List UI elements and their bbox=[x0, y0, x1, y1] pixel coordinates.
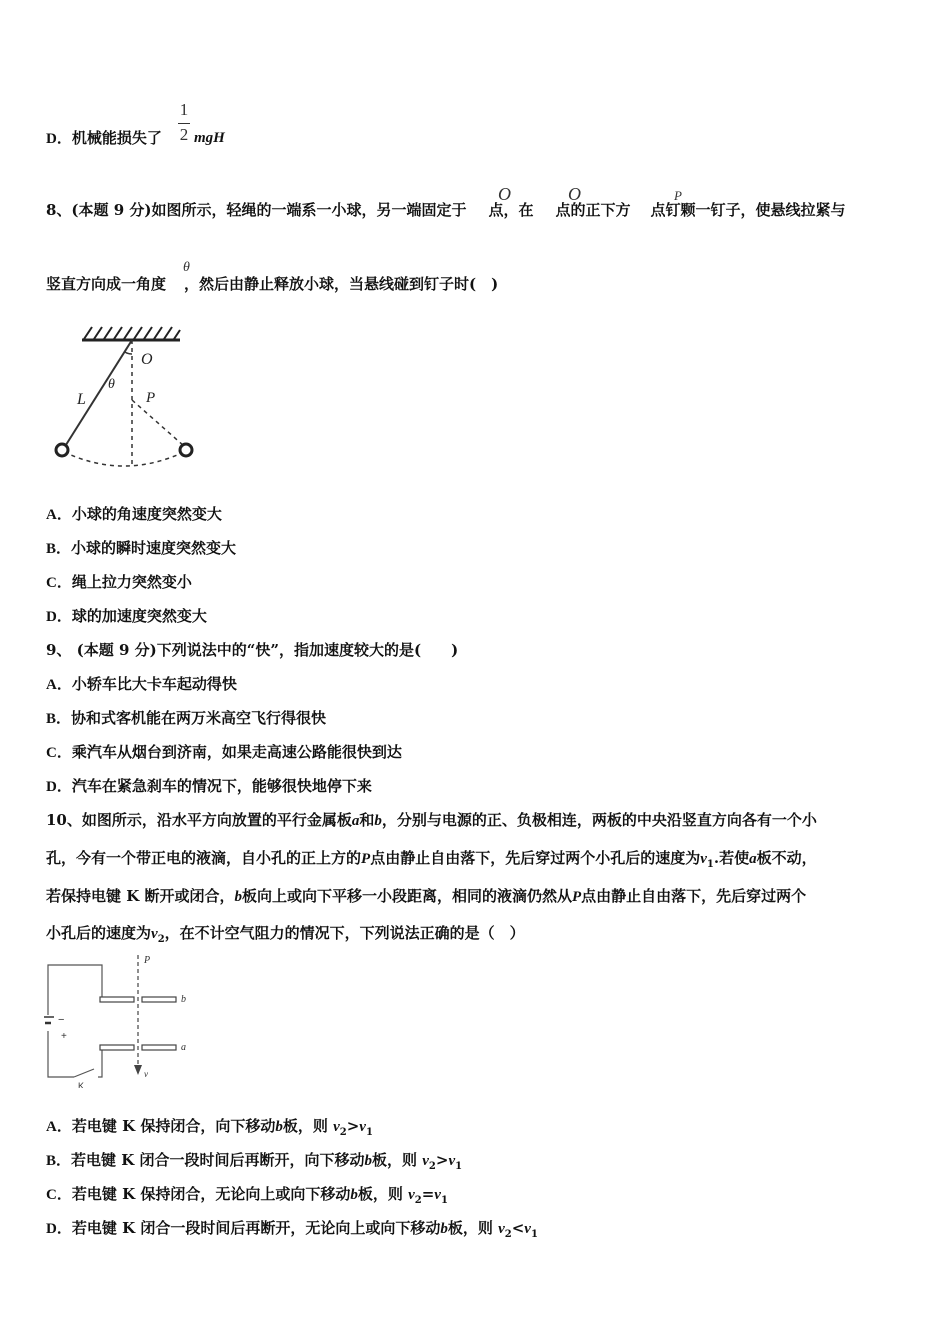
velocity-v: v bbox=[151, 926, 158, 942]
subscript: 2 bbox=[428, 1161, 436, 1172]
plate-b-left bbox=[100, 997, 134, 1002]
option-text: 机械能损失了 bbox=[71, 129, 162, 147]
option-text: 板，则 bbox=[447, 1219, 493, 1237]
q8-option-b bbox=[46, 538, 236, 559]
plate-b: b bbox=[374, 813, 382, 829]
velocity-v: v bbox=[434, 1187, 441, 1203]
q10-text: 点由静止自由落下，先后穿过两个 bbox=[581, 887, 807, 905]
option-text: 若电键 K 闭合一段时间后再断开，向下移动 bbox=[71, 1151, 365, 1169]
option-text: 小轿车比大卡车起动得快 bbox=[71, 675, 237, 693]
q10-option-b bbox=[46, 1150, 462, 1177]
q8-stem-line2 bbox=[46, 274, 498, 294]
relation: > bbox=[346, 1117, 360, 1135]
q8-text-f: ，然后由静止释放小球，当悬线碰到钉子时( ) bbox=[184, 275, 499, 293]
capacitor-figure bbox=[44, 953, 194, 1088]
velocity-v: v bbox=[700, 851, 707, 867]
subscript: 1 bbox=[455, 1161, 463, 1172]
option-key: C． bbox=[46, 575, 72, 591]
q10-stem-line4 bbox=[46, 923, 525, 950]
option-key: A． bbox=[46, 677, 72, 693]
option-text: 若电键 K 保持闭合，无论向上或向下移动 bbox=[71, 1185, 351, 1203]
ball-left bbox=[56, 444, 68, 456]
label-v: v bbox=[144, 1069, 148, 1079]
q10-text: .若使 bbox=[713, 849, 750, 867]
plate-a-right bbox=[142, 1045, 176, 1050]
q10-option-d bbox=[46, 1218, 538, 1245]
label-theta: θ bbox=[108, 377, 115, 392]
plate-b: b bbox=[275, 1119, 283, 1135]
q8-option-d bbox=[46, 606, 207, 627]
subscript: 2 bbox=[414, 1195, 422, 1206]
label-O: O bbox=[141, 351, 153, 368]
q8-text-c: 点的正下方 bbox=[555, 201, 631, 219]
label-minus: − bbox=[58, 1014, 65, 1026]
q10-text: ，在不计空气阻力的情况下，下列说法正确的是（ ） bbox=[164, 924, 525, 942]
q10-option-c bbox=[46, 1184, 448, 1211]
wire-top bbox=[48, 965, 132, 1015]
option-text: 小球的瞬时速度突然变大 bbox=[71, 539, 237, 557]
fraction-numerator: 1 bbox=[179, 100, 189, 119]
switch-lever bbox=[74, 1069, 94, 1077]
fraction-bar bbox=[178, 123, 190, 124]
subscript: 1 bbox=[530, 1229, 538, 1240]
q10-text: 若保持电键 K 断开或闭合， bbox=[46, 887, 235, 905]
option-key: A． bbox=[46, 1119, 72, 1135]
post-peg-dashed bbox=[132, 400, 184, 446]
ceiling-hatch bbox=[84, 327, 180, 339]
arrow-down bbox=[134, 1065, 142, 1075]
symbol-P: P bbox=[674, 188, 682, 203]
subscript: 1 bbox=[706, 859, 714, 870]
label-b: b bbox=[181, 994, 186, 1005]
velocity-v: v bbox=[359, 1119, 366, 1135]
swing-arc bbox=[64, 452, 184, 466]
plate-b-right bbox=[142, 997, 176, 1002]
plate-a: a bbox=[351, 813, 360, 829]
q9-stem: 9、 (本题 9 分)下列说法中的“快”，指加速度较大的是( ) bbox=[46, 641, 459, 659]
option-key: B． bbox=[46, 541, 72, 557]
q10-option-a bbox=[46, 1116, 373, 1143]
q8-text-d: 点钉颗一钉子，使悬线拉紧与 bbox=[650, 201, 846, 219]
velocity-v: v bbox=[408, 1187, 415, 1203]
label-K: K bbox=[78, 1081, 85, 1088]
pendulum-figure bbox=[44, 322, 214, 482]
plate-a-left bbox=[100, 1045, 134, 1050]
option-key: D． bbox=[46, 609, 72, 625]
subscript: 1 bbox=[365, 1127, 373, 1138]
q8-option-a bbox=[46, 504, 222, 525]
q10-text: 小孔后的速度为 bbox=[46, 924, 152, 942]
subscript: 1 bbox=[440, 1195, 448, 1206]
q10-text: 点由静止自由落下，先后穿过两个小孔后的速度为 bbox=[370, 849, 701, 867]
option-text: 协和式客机能在两万米高空飞行得很快 bbox=[71, 709, 327, 727]
q8-text-a: 8、(本题 9 分)如图所示，轻绳的一端系一小球，另一端固定于 bbox=[46, 201, 467, 219]
q10-stem-line1 bbox=[46, 810, 817, 831]
q8-text-e: 竖直方向成一角度 bbox=[46, 275, 167, 293]
relation: < bbox=[511, 1219, 525, 1237]
q7-option-d bbox=[46, 128, 162, 149]
ball-right bbox=[180, 444, 192, 456]
fraction-denominator: 2 bbox=[179, 125, 189, 144]
plate-b: b bbox=[440, 1221, 448, 1237]
option-key: C． bbox=[46, 745, 72, 761]
option-text: 若电键 K 闭合一段时间后再断开，无论向上或向下移动 bbox=[71, 1219, 441, 1237]
option-key: D． bbox=[46, 1221, 72, 1237]
label-a: a bbox=[181, 1042, 186, 1053]
option-text: 板，则 bbox=[372, 1151, 418, 1169]
subscript: 2 bbox=[504, 1229, 512, 1240]
option-key: A． bbox=[46, 507, 72, 523]
q9-option-b bbox=[46, 708, 326, 729]
point-P: P bbox=[572, 889, 582, 905]
plate-a: a bbox=[749, 851, 757, 867]
option-text: 绳上拉力突然变小 bbox=[71, 573, 192, 591]
subscript: 2 bbox=[339, 1127, 347, 1138]
option-text: 板，则 bbox=[282, 1117, 328, 1135]
relation: = bbox=[421, 1185, 435, 1203]
subscript: 2 bbox=[157, 934, 165, 945]
q8-text-b: 点，在 bbox=[488, 201, 534, 219]
symbol-theta: θ bbox=[183, 260, 190, 275]
velocity-v: v bbox=[498, 1221, 505, 1237]
q8-stem-line1 bbox=[46, 200, 846, 220]
plate-b: b bbox=[234, 889, 242, 905]
symbol-O: O bbox=[568, 184, 581, 204]
q10-text: 板向上或向下平移一小段距离，相同的液滴仍然从 bbox=[241, 887, 572, 905]
string-line bbox=[64, 340, 132, 448]
option-text: 板，则 bbox=[357, 1185, 403, 1203]
q9-option-a bbox=[46, 674, 237, 695]
plate-b: b bbox=[350, 1187, 358, 1203]
velocity-v: v bbox=[333, 1119, 340, 1135]
label-P: P bbox=[144, 955, 151, 966]
q10-text: 10、如图所示，沿水平方向放置的平行金属板 bbox=[46, 811, 352, 829]
label-L: L bbox=[77, 391, 86, 408]
wire-switch bbox=[98, 1047, 132, 1077]
q9-option-d bbox=[46, 776, 372, 797]
option-key: B． bbox=[46, 1153, 72, 1169]
option-text: 若电键 K 保持闭合，向下移动 bbox=[71, 1117, 276, 1135]
q10-stem-line3 bbox=[46, 886, 806, 907]
velocity-v: v bbox=[524, 1221, 531, 1237]
option-key: D． bbox=[46, 779, 72, 795]
velocity-v: v bbox=[448, 1153, 456, 1169]
label-P: P bbox=[146, 390, 156, 406]
option-key: B． bbox=[46, 711, 72, 727]
q10-stem-line2 bbox=[46, 848, 817, 875]
option-key: C． bbox=[46, 1187, 72, 1203]
relation: > bbox=[435, 1151, 449, 1169]
q9-option-c bbox=[46, 742, 402, 763]
label-plus: + bbox=[61, 1031, 67, 1042]
theta-arc bbox=[125, 352, 132, 354]
option-text: 小球的角速度突然变大 bbox=[71, 505, 222, 523]
q8-option-c bbox=[46, 572, 192, 593]
option-text: 乘汽车从烟台到济南，如果走高速公路能很快到达 bbox=[71, 743, 402, 761]
velocity-v: v bbox=[422, 1153, 429, 1169]
symbol-O: O bbox=[498, 184, 511, 204]
point-P: P bbox=[361, 851, 371, 867]
plate-b: b bbox=[364, 1153, 372, 1169]
option-key: D． bbox=[46, 131, 72, 147]
expression-mgH: mgH bbox=[194, 130, 225, 146]
option-text: 球的加速度突然变大 bbox=[71, 607, 207, 625]
q10-text: 孔，今有一个带正电的液滴，自小孔的正上方的 bbox=[46, 849, 362, 867]
q10-text: 板不动， bbox=[756, 849, 817, 867]
q10-text: 和 bbox=[359, 811, 375, 829]
q10-text: ，分别与电源的正、负极相连，两板的中央沿竖直方向各有一个小 bbox=[381, 811, 817, 829]
option-text: 汽车在紧急刹车的情况下，能够很快地停下来 bbox=[71, 777, 372, 795]
